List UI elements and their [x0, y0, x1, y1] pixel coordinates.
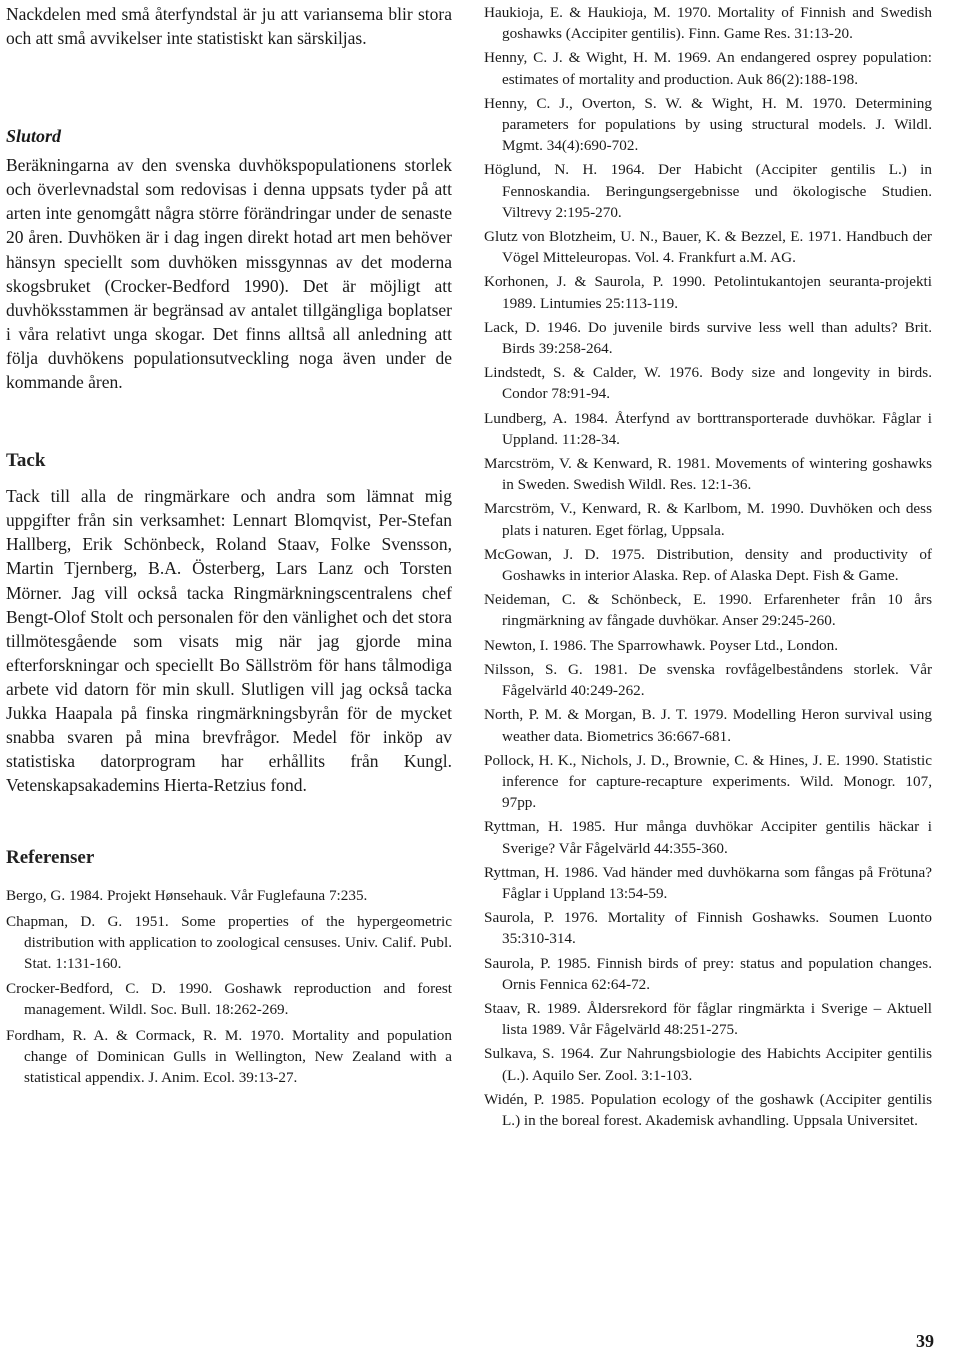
acknowledgements-text: Tack till alla de ringmärkare och andra som lämnat mig uppgifter från sin verksamhet: Lennart Blomqvist, Per-Stefan Hallberg, Erik Schönbeck, Roland Staav, Folke Svensson, Martin Tjernberg, B.A. Österberg, Lars Lanz och Torsten Mörner. Jag vill också tacka Ringmärkningscentralens chef Bengt-Olof Stolt och personalen för den vänlighet och det stora tillmötesgående som visats mig när jag gjorde mina efterforskningar och speciellt Bo Sällström för hans tålmodiga arbete vid datorn för min skull. Slutligen vill jag också tacka Jukka Haapala på finska ringmärkningsbyrån för de mycket snabba svaren på mina brevfrågor. Medel för inköp av statistiska datorprogram har erhållits från Kungl. Vetenskapsakademins Hierta-Retzius fond. — [6, 486, 452, 796]
reference-item: Ryttman, H. 1985. Hur många duvhökar Accipiter gentilis häckar i Sverige? Vår Fågelvärld 44:355-360. — [484, 818, 932, 857]
acknowledgements-heading: Tack — [6, 450, 46, 472]
reference-item: Saurola, P. 1985. Finnish birds of prey: status and population changes. Ornis Fennica 62:64-72. — [484, 954, 932, 993]
reference-item: Neideman, C. & Schönbeck, E. 1990. Erfarenheter från 10 års ringmärkning av fångade duvhökar. Anser 29:245-260. — [484, 591, 932, 630]
reference-item: Staav, R. 1989. Åldersrekord för fåglar ringmärkta i Sverige – Aktuell lista 1989. Vår Fågelvärld 48:251-275. — [484, 999, 932, 1039]
page-number: 39 — [916, 1331, 934, 1351]
reference-item: Newton, I. 1986. The Sparrowhawk. Poyser Ltd., London. — [484, 636, 839, 654]
reference-item: Lack, D. 1946. Do juvenile birds survive less well than adults? Brit. Birds 39:258-264. — [484, 318, 932, 358]
reference-item: Pollock, H. K., Nichols, J. D., Brownie, C. & Hines, J. E. 1990. Statistic inference for capture-recapture experiments. Wild. Monogr. 107, 97pp. — [484, 751, 932, 812]
reference-item: Crocker-Bedford, C. D. 1990. Goshawk reproduction and forest management. Wildl. Soc. Bull. 18:262-269. — [6, 980, 452, 1019]
conclusion-text: Beräkningarna av den svenska duvhökspopulationens storlek och överlevnadstal som redovisas i denna uppsats tyder på att arten inte genomgått några större förändringar under de senaste 20 åren. Duvhöken är i dag ingen direkt hotad art men behöver hänsyn speciellt som duvhöken missgynnas av det moderna skogsbruket (Crocker-Bedford 1990). Det är möjligt att duvhöksstammen är begränsad av antalet tillgängliga boplatser i våra relativt unga skogar. Det finns alltså all anledning att följa duvhökens populationsutveckling noga även under de kommande åren. — [6, 155, 452, 393]
right-column — [484, 2, 932, 1134]
reference-item: Lindstedt, S. & Calder, W. 1976. Body size and longevity in birds. Condor 78:91-94. — [484, 364, 932, 403]
reference-item: Höglund, N. H. 1964. Der Habicht (Accipiter gentilis L.) in Fennoskandia. Beringungsergebnisse und ökologische Studien. Viltrevy 2:195-270. — [484, 161, 932, 221]
reference-item: Chapman, D. G. 1951. Some properties of the hypergeometric distribution with application to zoological censuses. Univ. Calif. Publ. Stat. 1:131-160. — [6, 912, 452, 972]
intro-paragraph: Nackdelen med små återfyndstal är ju att variansema blir stora och att små avvikelser inte statistiskt kan särskiljas. — [6, 4, 452, 49]
reference-item: Henny, C. J., Overton, S. W. & Wight, H. M. 1970. Determining parameters for populations by using structural models. J. Wildl. Mgmt. 34(4):690-702. — [484, 94, 932, 155]
reference-item: North, P. M. & Morgan, B. J. T. 1979. Modelling Heron survival using weather data. Biometrics 36:667-681. — [484, 706, 932, 745]
reference-item: Widén, P. 1985. Population ecology of the goshawk (Accipiter gentilis L.) in the boreal forest. Akademisk avhandling. Uppsala Universitet. — [484, 1090, 932, 1129]
references-heading: Referenser — [6, 847, 95, 869]
reference-item: Korhonen, J. & Saurola, P. 1990. Petolintukantojen seuranta-projekti 1989. Lintumies 25:113-119. — [484, 273, 932, 312]
conclusion-heading: Slutord — [6, 126, 62, 147]
reference-item: Ryttman, H. 1986. Vad händer med duvhökarna som fångas på Frötuna? Fåglar i Uppland 13:54-59. — [484, 863, 932, 902]
reference-item: Fordham, R. A. & Cormack, R. M. 1970. Mortality and population change of Dominican Gulls in Wellington, New Zealand with a statistical appendix. J. Anim. Ecol. 39:13-27. — [6, 1026, 452, 1086]
reference-list-left — [6, 885, 452, 1088]
reference-item: Haukioja, E. & Haukioja, M. 1970. Mortality of Finnish and Swedish goshawks (Accipiter gentilis). Finn. Game Res. 31:13-20. — [484, 4, 932, 43]
reference-list-right — [484, 2, 932, 1131]
reference-item: Glutz von Blotzheim, U. N., Bauer, K. & Bezzel, E. 1971. Handbuch der Vögel Mitteleuropas. Vol. 4. Frankfurt a.M. AG. — [484, 228, 932, 267]
reference-item: Sulkava, S. 1964. Zur Nahrungsbiologie des Habichts Accipiter gentilis (L.). Aquilo Ser. Zool. 3:1-103. — [484, 1045, 932, 1084]
reference-item: Marcström, V., Kenward, R. & Karlbom, M. 1990. Duvhöken och dess plats i naturen. Eget förlag, Uppsala. — [484, 500, 932, 539]
reference-item: Marcström, V. & Kenward, R. 1981. Movements of wintering goshawks in Sweden. Swedish Wildl. Res. 12:1-36. — [484, 455, 932, 494]
reference-item: Saurola, P. 1976. Mortality of Finnish Goshawks. Soumen Luonto 35:310-314. — [484, 909, 932, 948]
left-column — [6, 2, 452, 1092]
reference-item: Nilsson, S. G. 1981. De svenska rovfågelbeståndens storlek. Vår Fågelvärld 40:249-262. — [484, 660, 932, 700]
reference-item: Lundberg, A. 1984. Återfynd av borttransporterade duvhökar. Fåglar i Uppland. 11:28-34. — [484, 409, 932, 448]
reference-item: Bergo, G. 1984. Projekt Hønsehauk. Vår Fuglefauna 7:235. — [6, 887, 368, 905]
reference-item: McGowan, J. D. 1975. Distribution, density and productivity of Goshawks in interior Alaska. Rep. of Alaska Dept. Fish & Game. — [484, 545, 932, 585]
reference-item: Henny, C. J. & Wight, H. M. 1969. An endangered osprey population: estimates of mortality and production. Auk 86(2):188-198. — [484, 49, 932, 88]
